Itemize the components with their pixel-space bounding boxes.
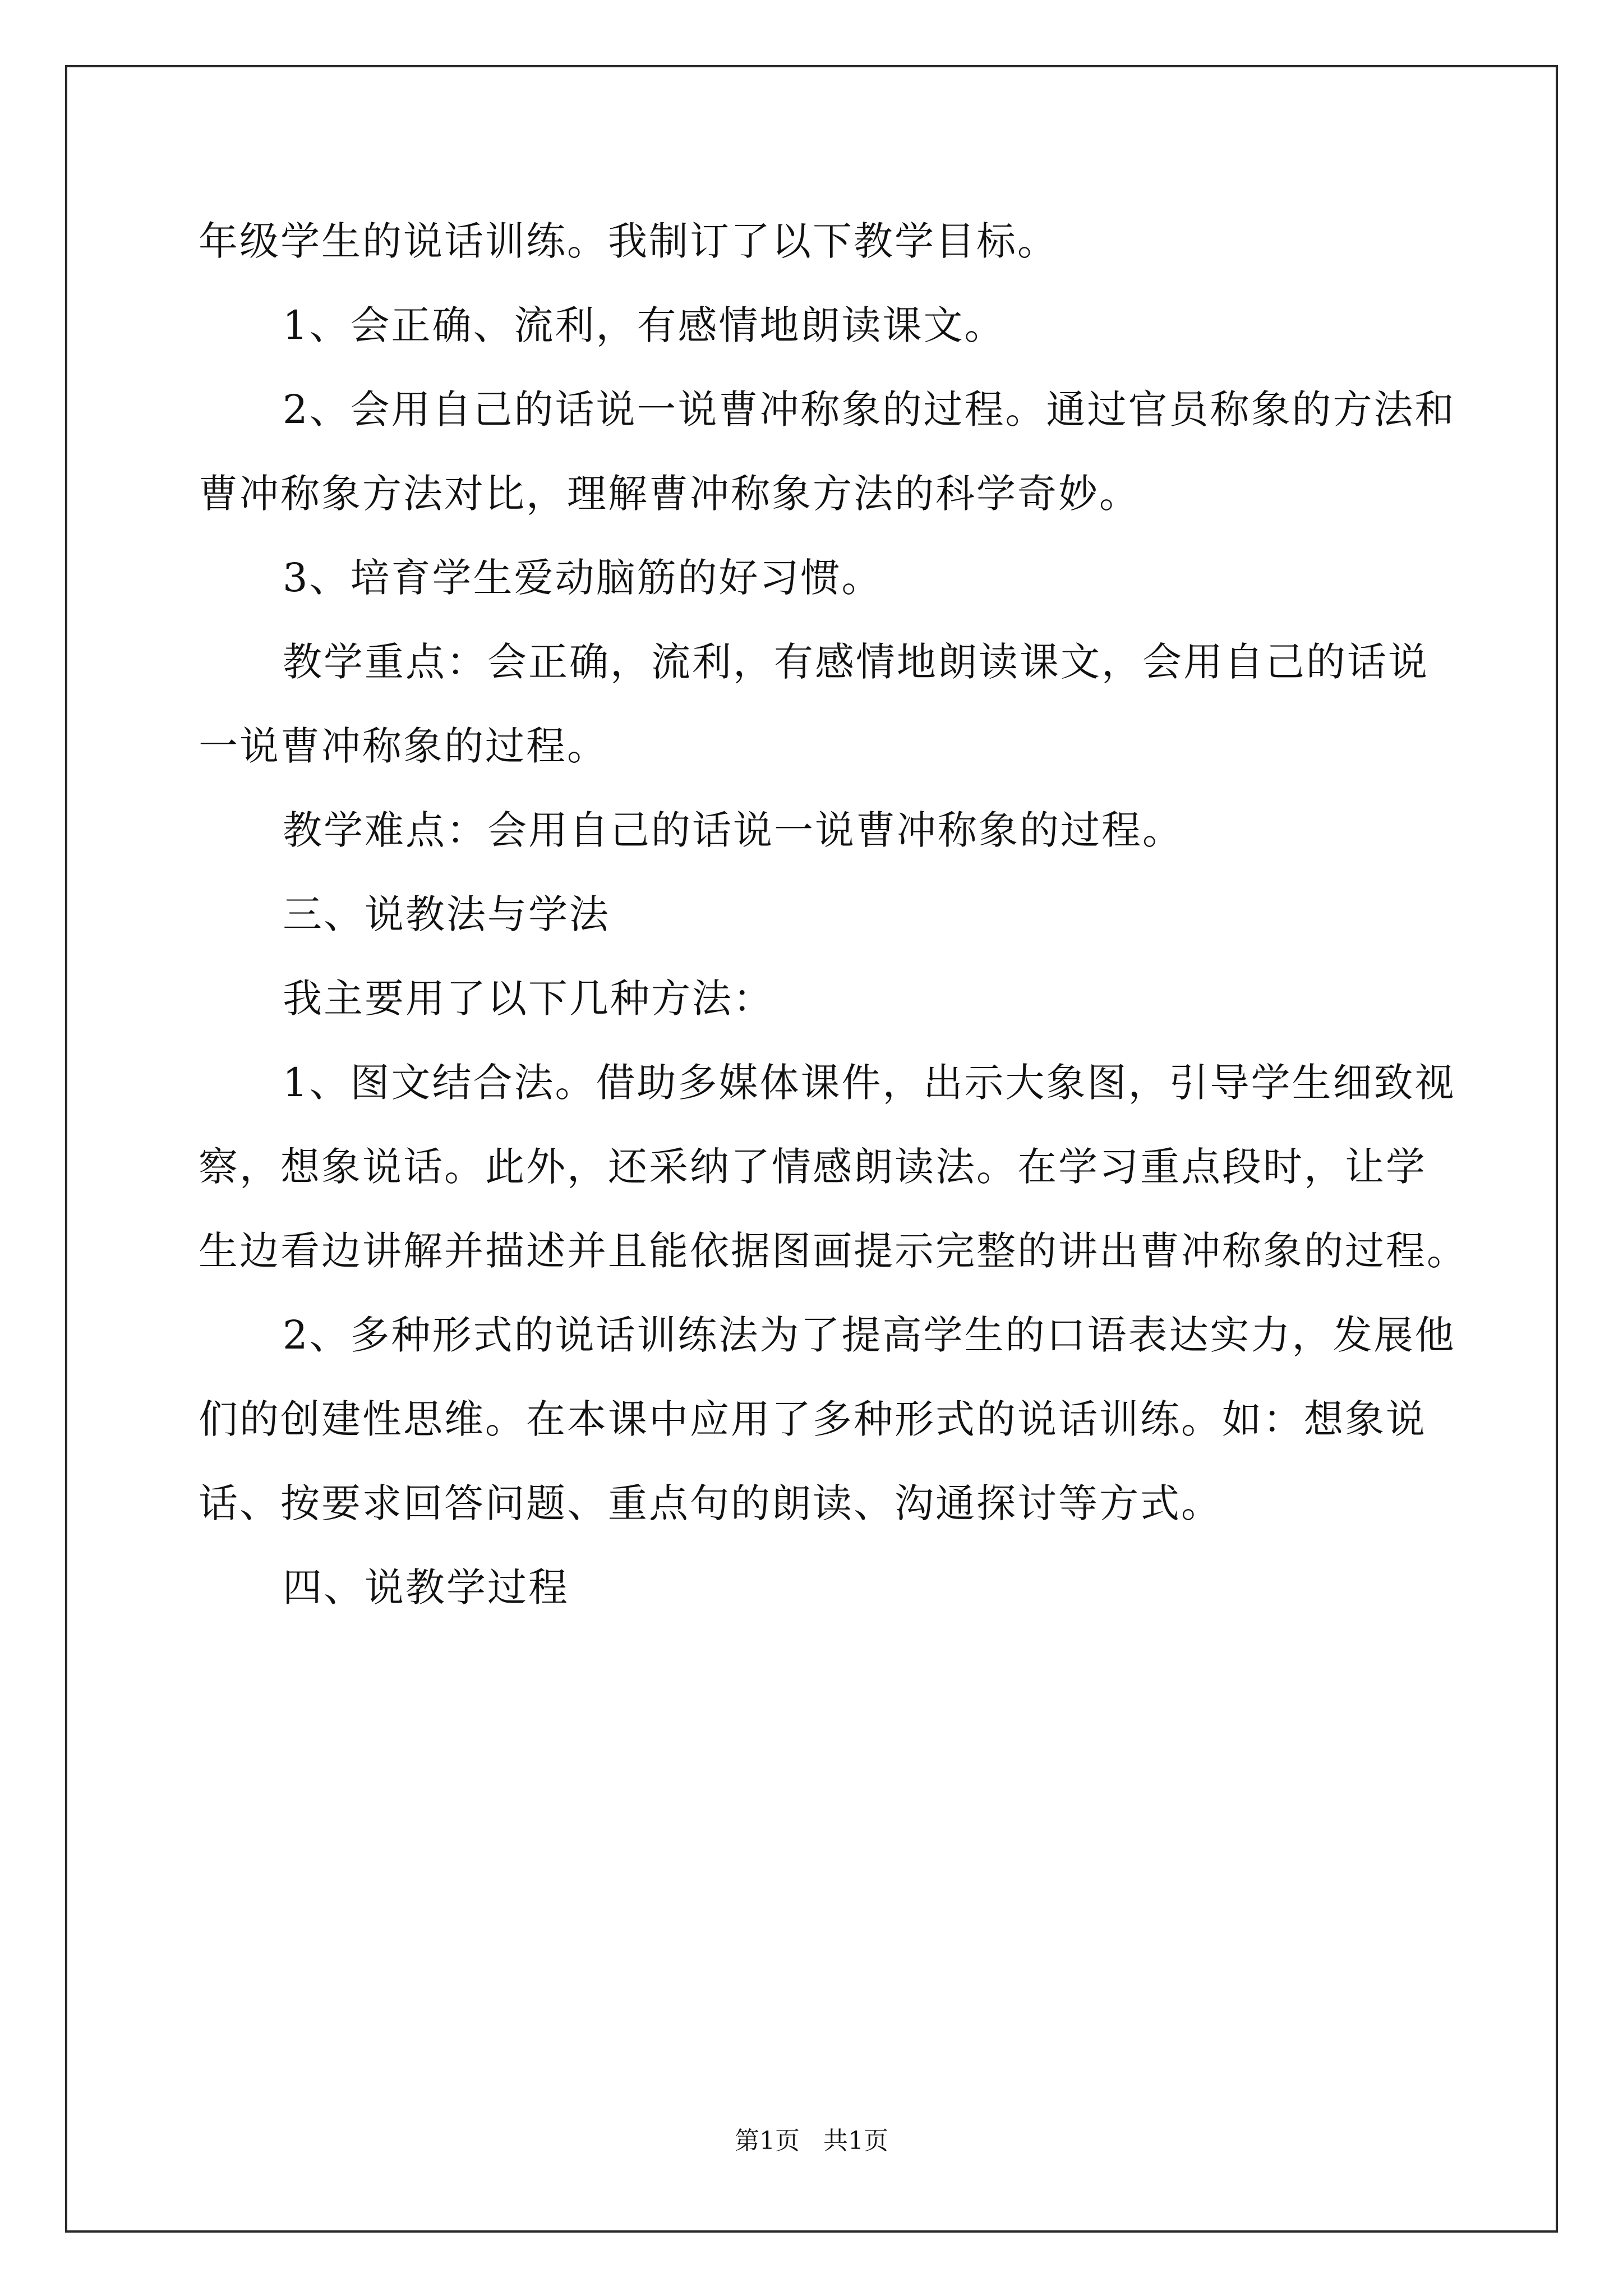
paragraph-line: 年级学生的说话训练。我制订了以下教学目标。: [199, 218, 1058, 264]
paragraph-line: 们的创建性思维。在本课中应用了多种形式的说话训练。如：想象说: [199, 1396, 1427, 1442]
paragraph-line: 2、会用自己的话说一说曹冲称象的过程。通过官员称象的方法和: [283, 386, 1456, 432]
paragraph-line: 教学难点：会用自己的话说一说曹冲称象的过程。: [283, 807, 1183, 853]
section-heading: 三、说教法与学法: [283, 891, 610, 937]
paragraph-line: 1、图文结合法。借助多媒体课件，出示大象图，引导学生细致视: [283, 1060, 1456, 1106]
paragraph-line: 教学重点：会正确，流利，有感情地朗读课文，会用自己的话说: [283, 639, 1429, 685]
page-footer: 第1页 共1页: [735, 2127, 888, 2155]
paragraph-line: 我主要用了以下几种方法：: [283, 976, 774, 1022]
paragraph-line: 3、培育学生爱动脑筋的好习惯。: [283, 555, 883, 601]
paragraph-line: 曹冲称象方法对比，理解曹冲称象方法的科学奇妙。: [199, 471, 1140, 517]
document-body: [199, 199, 1468, 1630]
paragraph-line: 察，想象说话。此外，还采纳了情感朗读法。在学习重点段时，让学: [199, 1144, 1427, 1190]
paragraph-line: 生边看边讲解并描述并且能依据图画提示完整的讲出曹冲称象的过程。: [199, 1228, 1468, 1274]
paragraph-line: 话、按要求回答问题、重点句的朗读、沟通探讨等方式。: [199, 1480, 1222, 1526]
paragraph-line: 1、会正确、流利，有感情地朗读课文。: [283, 302, 1006, 348]
paragraph-line: 2、多种形式的说话训练法为了提高学生的口语表达实力，发展他: [283, 1312, 1456, 1358]
section-heading: 四、说教学过程: [283, 1565, 569, 1611]
paragraph-line: 一说曹冲称象的过程。: [199, 723, 608, 769]
